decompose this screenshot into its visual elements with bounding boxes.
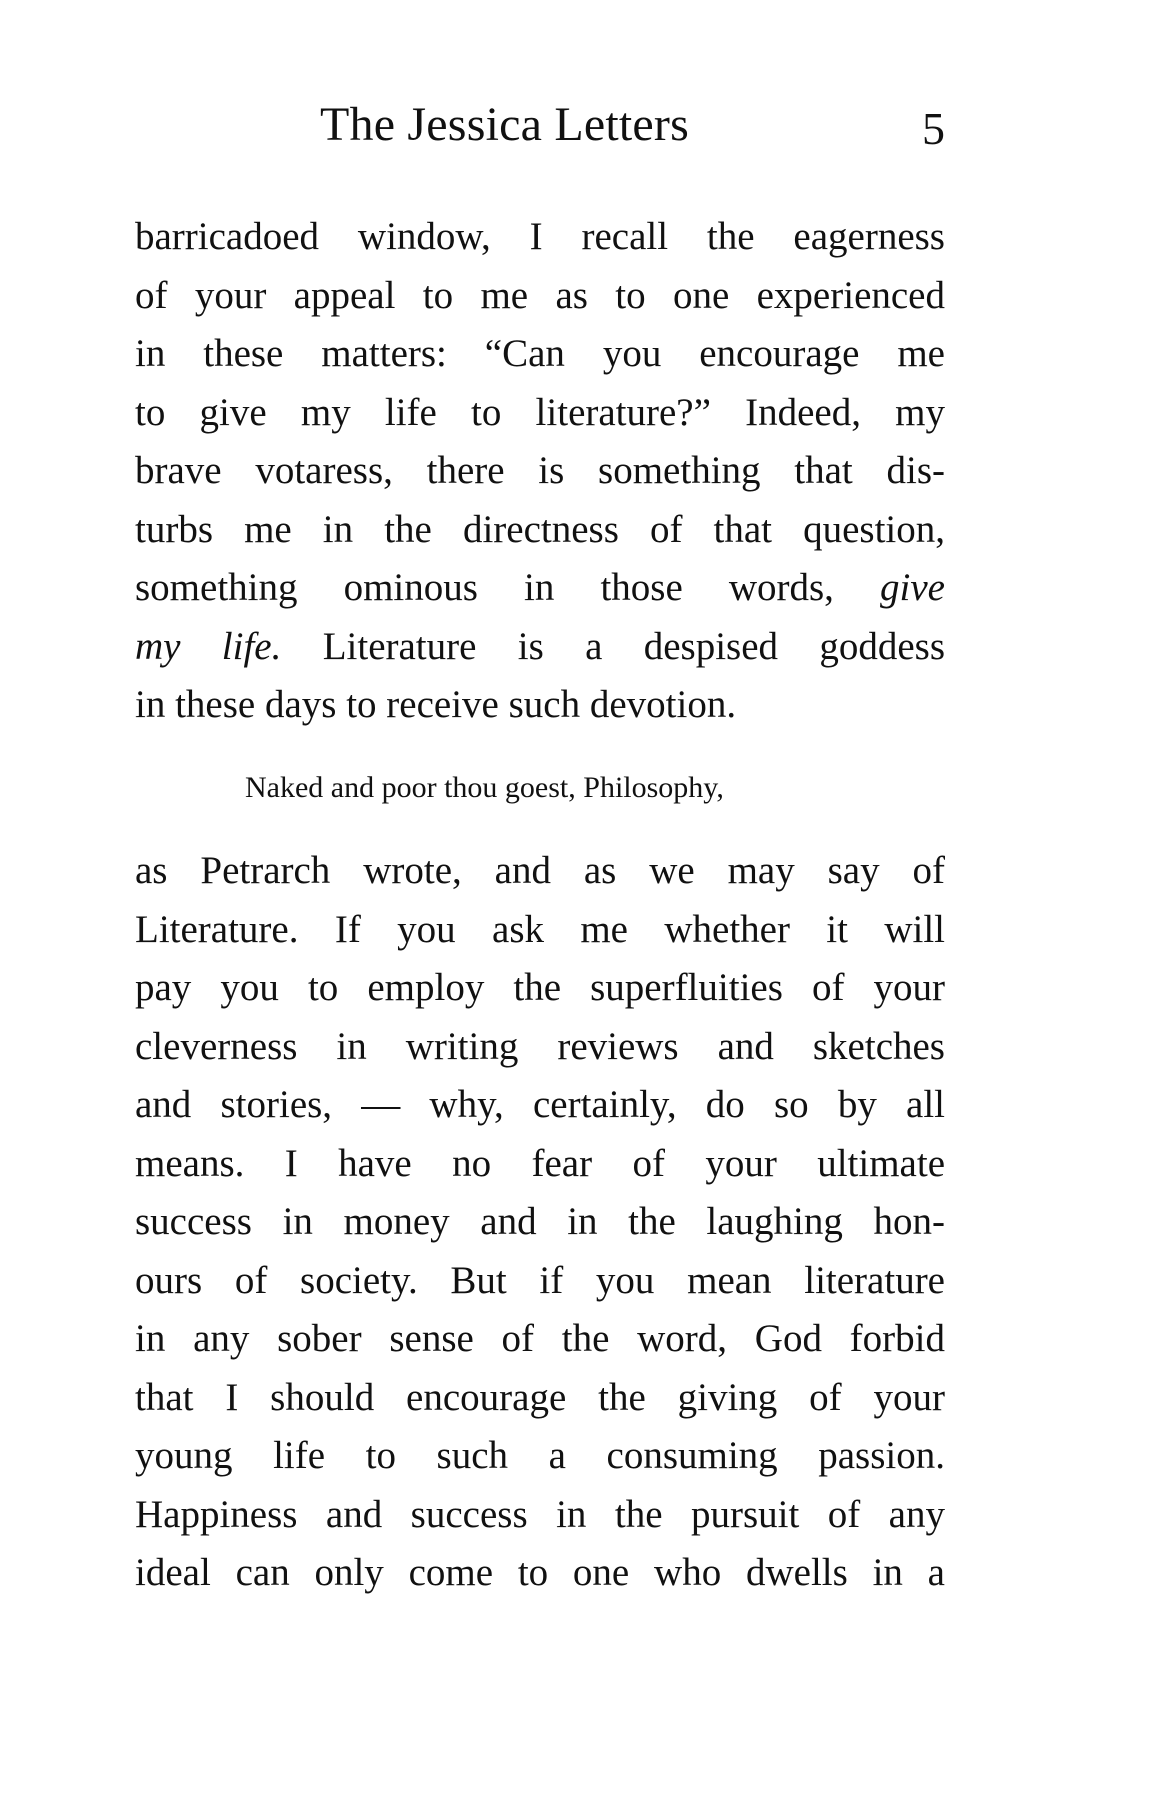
text-line: ideal can only come to one who dwells in a: [135, 1551, 945, 1594]
text-line: ours of society. But if you mean literature: [135, 1258, 945, 1302]
text-segment: something ominous in those words,: [135, 566, 834, 609]
page-number: 5: [922, 103, 945, 154]
text-line: Literature. If you ask me whether it will: [135, 907, 945, 951]
running-head: [135, 95, 945, 155]
text-line: and stories, — why, certainly, do so by all: [135, 1083, 945, 1126]
italic-text: my life.: [135, 624, 282, 668]
text-line: to give my life to literature?” Indeed, my: [135, 390, 945, 434]
text-line: that I should encourage the giving of your: [135, 1375, 945, 1419]
text-line: [135, 559, 945, 618]
text-line: turbs me in the directness of that question,: [135, 507, 945, 551]
quotation: Naked and poor thou goest, Philosophy,: [245, 771, 724, 804]
text-line: in these matters: “Can you encourage me: [135, 332, 945, 375]
running-title: The Jessica Letters: [320, 98, 689, 151]
text-line: [135, 618, 945, 677]
text-line: brave votaress, there is something that dis-: [135, 449, 945, 492]
paragraph-1: [135, 208, 945, 735]
text-line: cleverness in writing reviews and sketches: [135, 1024, 945, 1068]
text-line: Happiness and success in the pursuit of any: [135, 1492, 945, 1536]
text-line: success in money and in the laughing hon-: [135, 1200, 945, 1243]
text-line: means. I have no fear of your ultimate: [135, 1141, 945, 1185]
text-line: of your appeal to me as to one experienced: [135, 273, 945, 317]
text-line: in any sober sense of the word, God forbid: [135, 1317, 945, 1360]
paragraph-2: [135, 842, 945, 1603]
italic-text: give: [880, 566, 945, 609]
text-line: pay you to employ the superfluities of your: [135, 966, 945, 1009]
text-line: barricadoed window, I recall the eagerness: [135, 215, 945, 258]
text-line: as Petrarch wrote, and as we may say of: [135, 849, 945, 892]
text-line: young life to such a consuming passion.: [135, 1434, 945, 1477]
text-segment: Literature is a despised goddess: [322, 624, 946, 668]
text-line: in these days to receive such devotion.: [135, 683, 737, 726]
